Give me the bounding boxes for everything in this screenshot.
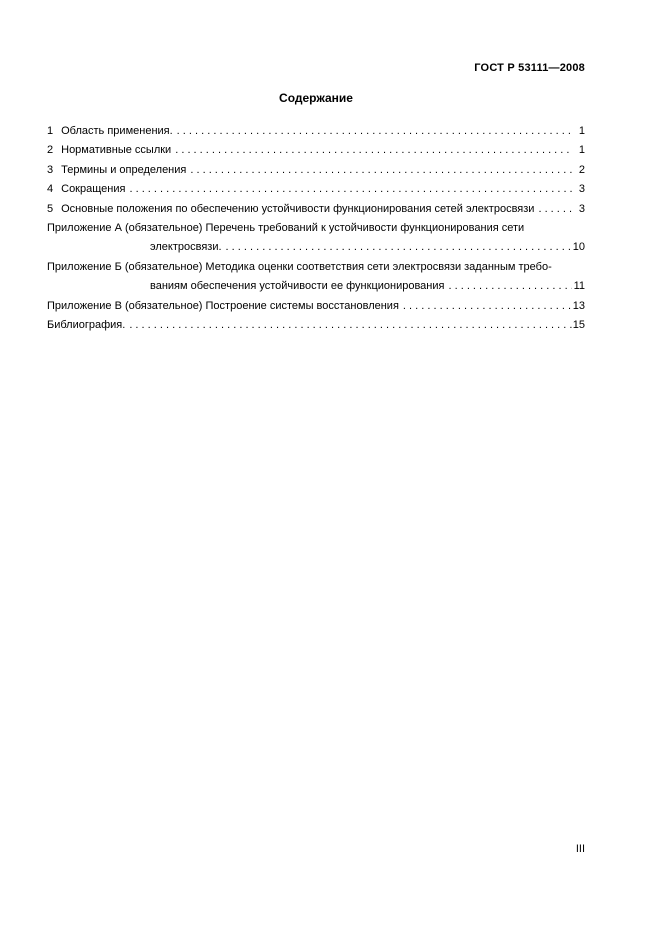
- dot-leader: [171, 141, 572, 160]
- toc-entry-label: Приложение Б (обязательное) Методика оценки соответствия сети электросвязи заданным требо-: [47, 260, 552, 273]
- toc-entry-page: 1: [578, 144, 585, 157]
- toc-entry-label-continued: ваниям обеспечения устойчивости ее функционирования: [150, 280, 445, 293]
- dot-leader: [222, 238, 572, 257]
- toc-entry-label: Сокращения: [61, 183, 126, 196]
- toc-entry-page: 3: [578, 183, 585, 196]
- toc-entry: [47, 219, 585, 258]
- toc-entry-number: 3: [47, 163, 54, 176]
- toc-entry-page: 11: [573, 280, 585, 293]
- toc-entry-page: 13: [572, 299, 585, 312]
- toc-entry: [47, 161, 585, 180]
- toc-entry-label: Библиография.: [47, 319, 126, 332]
- toc-entry: [47, 122, 585, 141]
- document-code: ГОСТ Р 53111—2008: [474, 62, 585, 74]
- toc-entry-number: 5: [47, 202, 54, 215]
- toc-entry: [47, 180, 585, 199]
- toc-entry-page: 10: [572, 241, 585, 254]
- toc-entry: [47, 258, 585, 297]
- toc-entry-page: 1: [578, 125, 585, 137]
- dot-leader: [534, 200, 572, 219]
- dot-leader: [125, 180, 572, 199]
- toc-entry-label-continued: электросвязи.: [150, 241, 222, 254]
- toc-entry-label: Приложение В (обязательное) Построение системы восстановления: [47, 299, 399, 312]
- page-title: Содержание: [279, 91, 353, 105]
- toc-entry-label: Область применения.: [61, 125, 173, 137]
- table-of-contents: [47, 122, 585, 335]
- dot-leader: [125, 316, 572, 335]
- folio-page-number: III: [575, 843, 585, 855]
- toc-entry-page: 3: [578, 202, 585, 215]
- toc-entry-label: Термины и определения: [61, 163, 187, 176]
- toc-entry: [47, 316, 585, 335]
- toc-entry-page: 15: [572, 319, 585, 332]
- toc-entry: [47, 297, 585, 316]
- toc-entry-number: 4: [47, 183, 54, 196]
- dot-leader: [444, 277, 572, 296]
- dot-leader: [173, 122, 572, 141]
- toc-entry-label: Нормативные ссылки: [61, 144, 172, 157]
- toc-entry-page: 2: [578, 163, 585, 176]
- toc-entry: [47, 141, 585, 160]
- toc-entry-label: Основные положения по обеспечению устойчивости функционирования сетей электросвязи: [61, 202, 535, 215]
- toc-entry-number: 1: [47, 125, 54, 137]
- toc-entry: [47, 200, 585, 219]
- toc-entry-label: Приложение А (обязательное) Перечень требований к устойчивости функционирования сети: [47, 222, 525, 235]
- dot-leader: [186, 161, 572, 180]
- dot-leader: [399, 297, 572, 316]
- toc-entry-number: 2: [47, 144, 54, 157]
